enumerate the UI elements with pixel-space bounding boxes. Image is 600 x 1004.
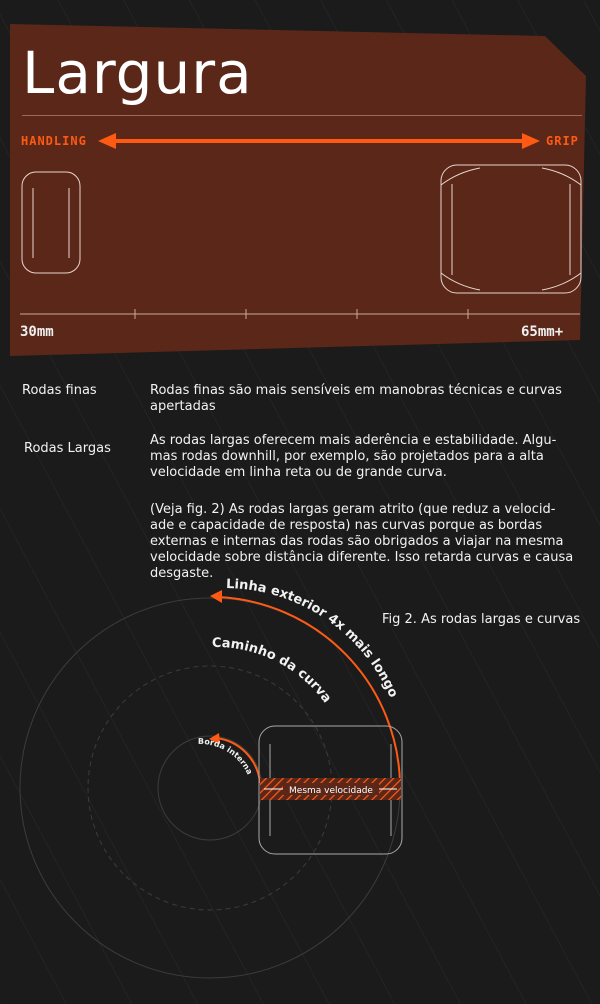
grip-label: GRIP <box>546 134 579 148</box>
handling-label: HANDLING <box>21 134 87 148</box>
speed-label: Mesma velocidade <box>289 786 373 796</box>
wide-wheels-text: As rodas largas oferecem mais aderência e estabilidade. Algu- mas rodas downhill, por exemplo, são projetados para a alta velocidade em linha reta ou de grande curva. <box>150 433 557 480</box>
curve-path-label: Caminho da curva <box>211 635 335 706</box>
page-title: Largura <box>22 39 253 107</box>
thin-wheels-label: Rodas finas <box>22 383 97 398</box>
min-width-label: 30mm <box>20 324 54 340</box>
outer-path-arrowhead <box>210 590 222 603</box>
curve-diagram <box>0 560 600 1004</box>
fig2-explanation: (Veja fig. 2) As rodas largas geram atrito (que reduz a velocid- ade e capacidade de resposta) nas curvas porque as bordas externas e internas das rodas são obrigados a viajar na mesma velocidade sobre distância diferente. Isso retarda curvas e causa desgaste. <box>150 502 574 581</box>
outer-path-label: Linha exterior 4x mais longo <box>225 576 401 700</box>
thin-wheels-text: Rodas finas são mais sensíveis em manobras técnicas e curvas apertadas <box>150 383 562 414</box>
inner-circle <box>158 736 262 840</box>
max-width-label: 65mm+ <box>521 324 564 340</box>
wide-wheels-label: Rodas Largas <box>24 441 111 456</box>
title-divider <box>22 115 582 116</box>
figure-caption: Fig 2. As rodas largas e curvas <box>382 612 581 627</box>
inner-edge-label: Borda interna <box>197 736 255 777</box>
